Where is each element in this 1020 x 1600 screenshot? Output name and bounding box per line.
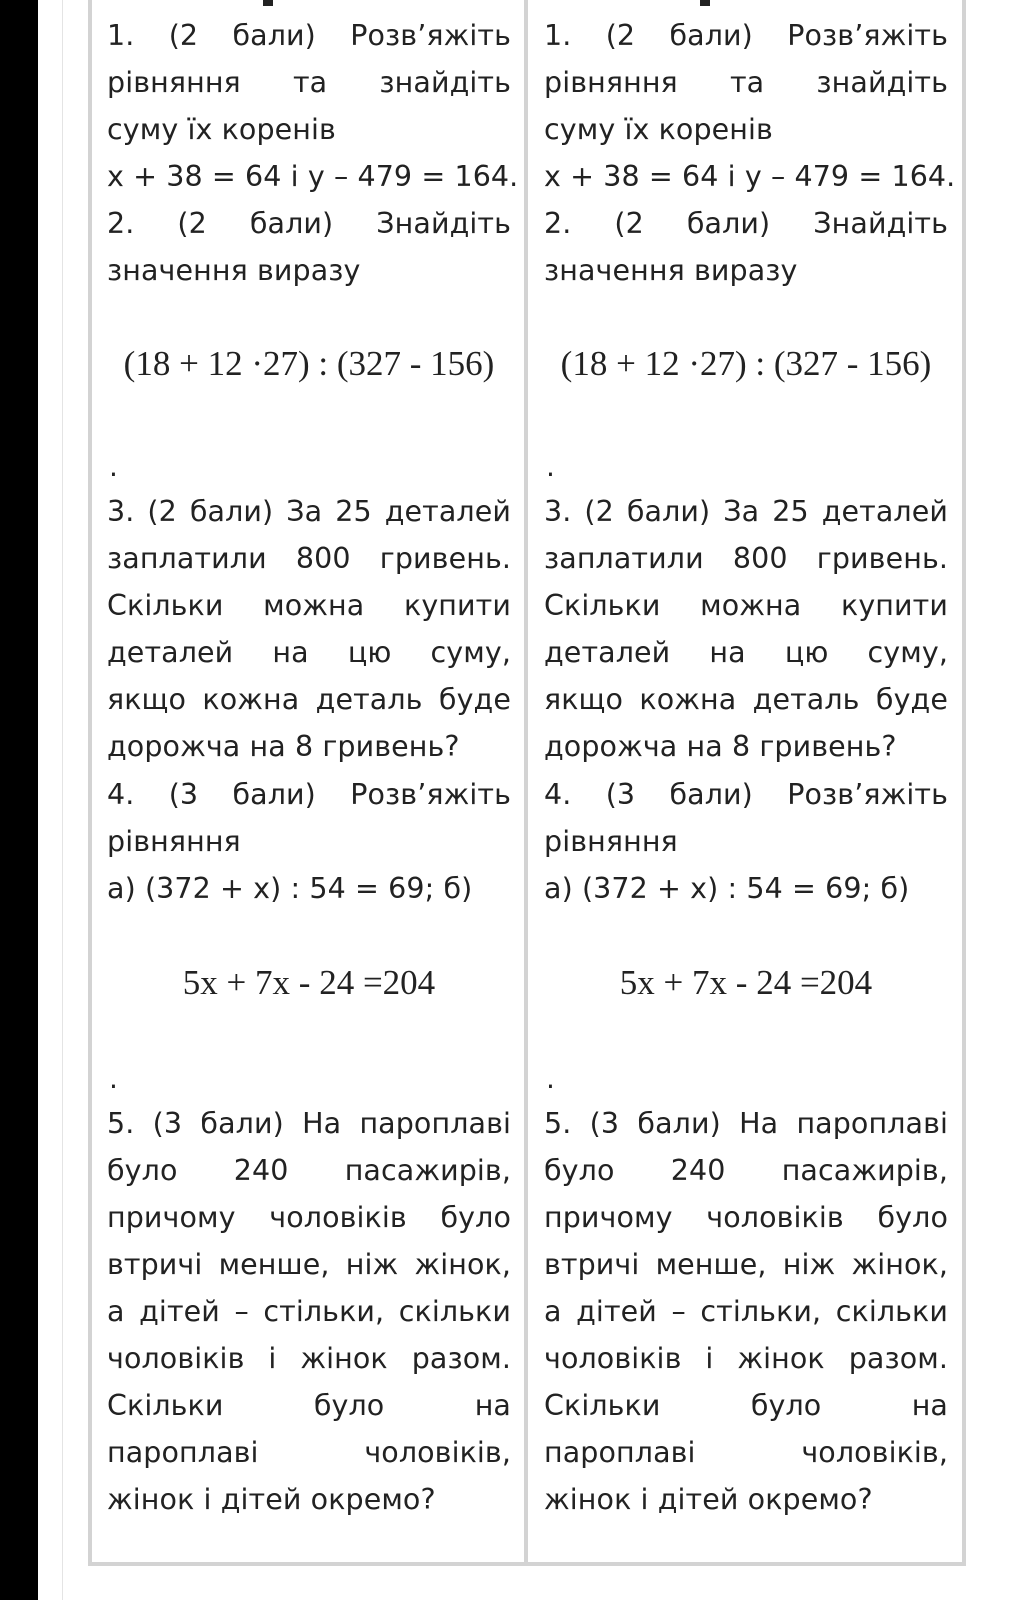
variant-column-right [544, 0, 956, 1560]
task-3-line-6: дорожча на 8 гривень? [544, 730, 897, 763]
task-5-line-5: а дітей – стільки, скільки [107, 1295, 511, 1328]
task-2-line-1: 2. (2 бали) Знайдіть [544, 207, 948, 240]
task-5-line-9: жінок і дітей окремо? [544, 1483, 873, 1516]
task-5-line-3: причому чоловіків було [544, 1201, 948, 1234]
task-3-line-5: якщо кожна деталь буде [544, 683, 948, 716]
task-1-line-1: 1. (2 бали) Розв’яжіть [107, 19, 511, 52]
task-2-expression: (18 + 12 ·27) : (327 - 156) [560, 344, 932, 383]
task-3-line-6: дорожча на 8 гривень? [107, 730, 460, 763]
cut-off-heading-fragment [700, 0, 710, 6]
task-5-line-1: 5. (3 бали) На пароплаві [107, 1107, 511, 1140]
task-3-line-3: Скільки можна купити [107, 589, 511, 622]
task-5-line-6: чоловіків і жінок разом. [544, 1342, 948, 1375]
task-1-line-2: рівняння та знайдіть [107, 66, 511, 99]
task-4-part-a: а) (372 + x) : 54 = 69; б) [107, 872, 473, 905]
task-5-line-8: пароплаві чоловіків, [107, 1436, 511, 1469]
task-3-line-1: 3. (2 бали) За 25 деталей [544, 495, 948, 528]
task-5-line-1: 5. (3 бали) На пароплаві [544, 1107, 948, 1140]
task-5-line-4: втричі менше, ніж жінок, [107, 1248, 511, 1281]
task-2-line-1: 2. (2 бали) Знайдіть [107, 207, 511, 240]
task-2-line-2: значення виразу [107, 254, 361, 287]
task-4-line-1: 4. (3 бали) Розв’яжіть [107, 778, 511, 811]
task-4-line-1: 4. (3 бали) Розв’яжіть [544, 778, 948, 811]
task-3-line-2: заплатили 800 гривень. [107, 542, 511, 575]
task-5-line-2: було 240 пасажирів, [544, 1154, 948, 1187]
task-1-equations: x + 38 = 64 і y – 479 = 164. [107, 160, 519, 193]
task-3-line-3: Скільки можна купити [544, 589, 948, 622]
task-5-line-8: пароплаві чоловіків, [544, 1436, 948, 1469]
task-5-line-7: Скільки було на [544, 1389, 948, 1422]
task-4-part-b-equation: 5x + 7x - 24 =204 [182, 963, 436, 1002]
task-3-line-4: деталей на цю суму, [544, 636, 948, 669]
task-5-line-6: чоловіків і жінок разом. [107, 1342, 511, 1375]
task-4-line-2: рівняння [544, 825, 678, 858]
task-2-period: . [546, 450, 555, 483]
task-4-part-b-equation: 5x + 7x - 24 =204 [619, 963, 873, 1002]
column-divider [524, 0, 528, 1566]
task-3-line-4: деталей на цю суму, [107, 636, 511, 669]
cut-off-heading-fragment [263, 0, 273, 6]
task-2-period: . [109, 450, 118, 483]
task-4-part-a: а) (372 + x) : 54 = 69; б) [544, 872, 910, 905]
task-4-period: . [109, 1062, 118, 1095]
task-5-line-3: причому чоловіків було [107, 1201, 511, 1234]
task-3-line-1: 3. (2 бали) За 25 деталей [107, 495, 511, 528]
task-1-line-1: 1. (2 бали) Розв’яжіть [544, 19, 948, 52]
task-5-line-7: Скільки було на [107, 1389, 511, 1422]
task-1-line-2: рівняння та знайдіть [544, 66, 948, 99]
document-edge [62, 0, 63, 1600]
task-3-line-5: якщо кожна деталь буде [107, 683, 511, 716]
task-1-line-3: суму їх коренів [544, 113, 773, 146]
task-2-expression: (18 + 12 ·27) : (327 - 156) [123, 344, 495, 383]
task-1-line-3: суму їх коренів [107, 113, 336, 146]
task-4-line-2: рівняння [107, 825, 241, 858]
task-5-line-4: втричі менше, ніж жінок, [544, 1248, 948, 1281]
task-5-line-2: було 240 пасажирів, [107, 1154, 511, 1187]
task-4-period: . [546, 1062, 555, 1095]
task-5-line-5: а дітей – стільки, скільки [544, 1295, 948, 1328]
task-2-line-2: значення виразу [544, 254, 798, 287]
task-1-equations: x + 38 = 64 і y – 479 = 164. [544, 160, 956, 193]
variant-column-left [107, 0, 519, 1560]
task-3-line-2: заплатили 800 гривень. [544, 542, 948, 575]
left-black-bar [0, 0, 38, 1600]
task-5-line-9: жінок і дітей окремо? [107, 1483, 436, 1516]
